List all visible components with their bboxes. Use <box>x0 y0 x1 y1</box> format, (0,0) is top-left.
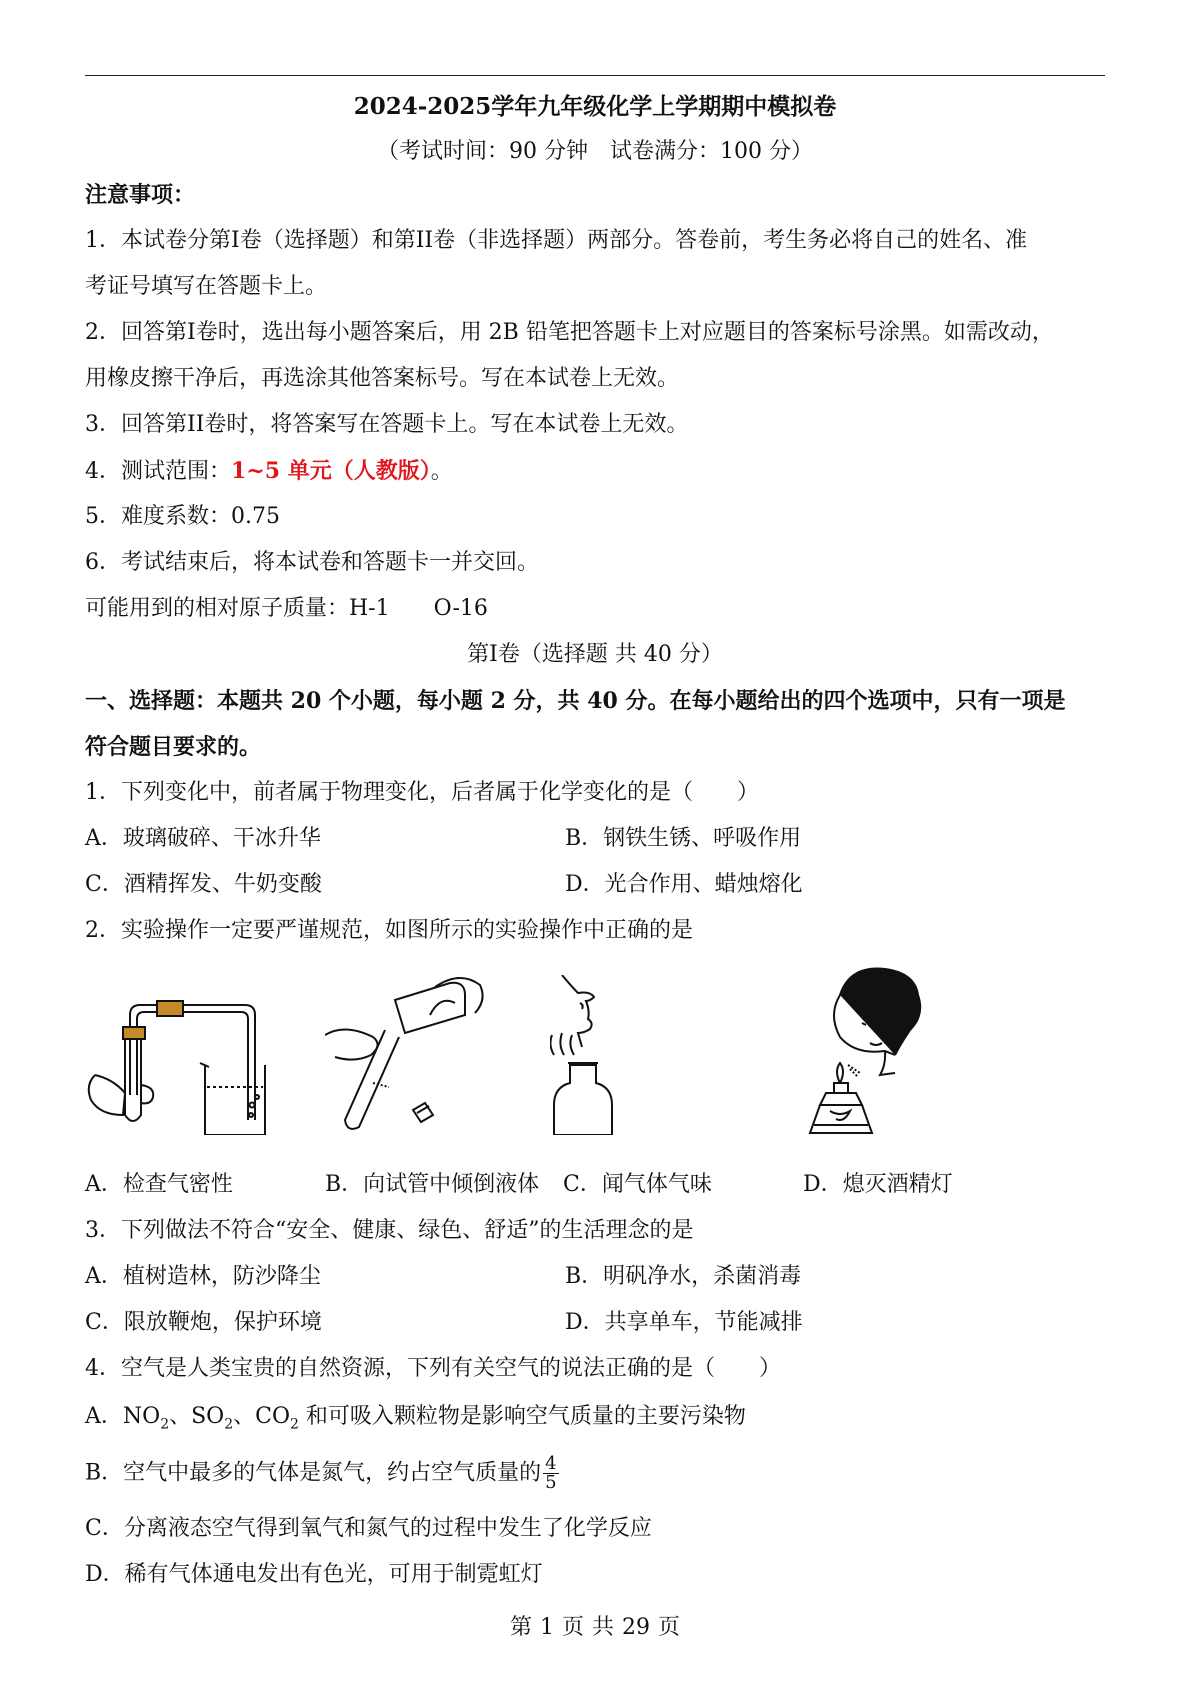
q1-option-b: B．钢铁生锈、呼吸作用 <box>565 826 802 851</box>
notice-item-4-suffix: 。 <box>430 459 453 484</box>
q4-option-d: D．稀有气体通电发出有色光，可用于制霓虹灯 <box>85 1562 543 1587</box>
q4-a-subscript-2: 2 <box>224 1416 234 1433</box>
q3-option-a: A．植树造林，防沙降尘 <box>85 1264 321 1289</box>
q2-option-c: C．闻气体气味 <box>563 1172 712 1197</box>
notice-item-2-line-1: 2．回答第I卷时，选出每小题答案后，用 2B 铅笔把答题卡上对应题目的答案标号涂黑。如需改动， <box>85 320 1054 345</box>
q4-option-c: C．分离液态空气得到氧气和氮气的过程中发生了化学反应 <box>85 1516 652 1541</box>
q2-option-d: D．熄灭酒精灯 <box>803 1172 953 1197</box>
footer-word-ye-2: 页 <box>658 1615 681 1640</box>
test-scope-highlight: 1~5 单元（人教版） <box>231 458 431 484</box>
section-title: 第I卷（选择题 共 40 分） <box>467 642 723 667</box>
notice-heading: 注意事项： <box>85 182 196 208</box>
q3-option-b: B．明矾净水，杀菌消毒 <box>565 1264 802 1289</box>
q4-stem: 4．空气是人类宝贵的自然资源，下列有关空气的说法正确的是（ ） <box>85 1356 781 1381</box>
q3-stem: 3．下列做法不符合“安全、健康、绿色、舒适”的生活理念的是 <box>85 1218 694 1243</box>
q4-a-part-4: 和可吸入颗粒物是影响空气质量的主要污染物 <box>298 1404 746 1429</box>
notice-item-6: 6．考试结束后，将本试卷和答题卡一并交回。 <box>85 550 539 575</box>
q4-a-part-1: A．NO <box>85 1404 161 1429</box>
section-instruction-line-1: 一、选择题：本题共 20 个小题，每小题 2 分，共 40 分。在每小题给出的四个选项中，只有一项是 <box>85 688 1066 714</box>
q2-option-b: B．向试管中倾倒液体 <box>325 1172 540 1197</box>
q3-option-c: C．限放鞭炮，保护环境 <box>85 1310 322 1335</box>
q4-b-text: B．空气中最多的气体是氮气，约占空气质量的 <box>85 1460 542 1486</box>
section-instruction-line-2: 符合题目要求的。 <box>85 734 262 760</box>
q4-option-a <box>85 1402 746 1439</box>
exam-title: 2024-2025学年九年级化学上学期期中模拟卷 <box>353 93 837 120</box>
notice-item-1-line-1: 1．本试卷分第I卷（选择题）和第II卷（非选择题）两部分。答卷前，考生务必将自己的姓名、准 <box>85 228 1028 253</box>
pouring-liquid-illustration <box>325 975 490 1135</box>
fraction-numerator: 4 <box>545 1453 557 1474</box>
top-rule <box>85 75 1105 76</box>
q4-a-subscript-1: 2 <box>160 1416 170 1433</box>
total-pages: 29 <box>622 1615 651 1640</box>
extinguish-alcohol-lamp-illustration <box>800 965 925 1145</box>
notice-item-4-prefix: 4．测试范围： <box>85 459 231 484</box>
notice-item-4 <box>85 456 453 487</box>
smelling-gas-illustration <box>550 975 670 1135</box>
fraction-denominator: 5 <box>545 1472 557 1493</box>
q1-option-d: D．光合作用、蜡烛熔化 <box>565 872 803 897</box>
notice-item-5: 5．难度系数：0.75 <box>85 504 280 529</box>
q2-option-a: A．检查气密性 <box>85 1172 233 1197</box>
airtightness-check-illustration <box>85 975 270 1135</box>
page-footer <box>0 1610 1190 1641</box>
q1-option-a: A．玻璃破碎、干冰升华 <box>85 826 321 851</box>
footer-word-gong: 共 <box>592 1615 615 1640</box>
four-fifths-fraction <box>543 1455 558 1492</box>
exam-subtitle: （考试时间：90 分钟 试卷满分：100 分） <box>377 139 813 164</box>
q2-stem: 2．实验操作一定要严谨规范，如图所示的实验操作中正确的是 <box>85 918 693 943</box>
q4-a-part-2: 、SO <box>169 1404 225 1429</box>
q4-a-subscript-3: 2 <box>290 1416 299 1433</box>
notice-item-3: 3．回答第II卷时，将答案写在答题卡上。写在本试卷上无效。 <box>85 412 689 437</box>
q4-option-b <box>85 1455 559 1492</box>
q4-a-part-3: 、CO <box>233 1404 291 1429</box>
footer-word-ye: 页 <box>561 1615 584 1640</box>
page-number: 1 <box>539 1615 554 1640</box>
q1-stem: 1．下列变化中，前者属于物理变化，后者属于化学变化的是（ ） <box>85 780 759 805</box>
footer-word-di: 第 <box>509 1615 532 1640</box>
q1-option-c: C．酒精挥发、牛奶变酸 <box>85 872 322 897</box>
notice-item-1-line-2: 考证号填写在答题卡上。 <box>85 274 328 299</box>
q3-option-d: D．共享单车，节能减排 <box>565 1310 803 1335</box>
notice-item-2-line-2: 用橡皮擦干净后，再选涂其他答案标号。写在本试卷上无效。 <box>85 366 680 391</box>
atomic-mass-note: 可能用到的相对原子质量：H-1 O-16 <box>85 596 488 621</box>
